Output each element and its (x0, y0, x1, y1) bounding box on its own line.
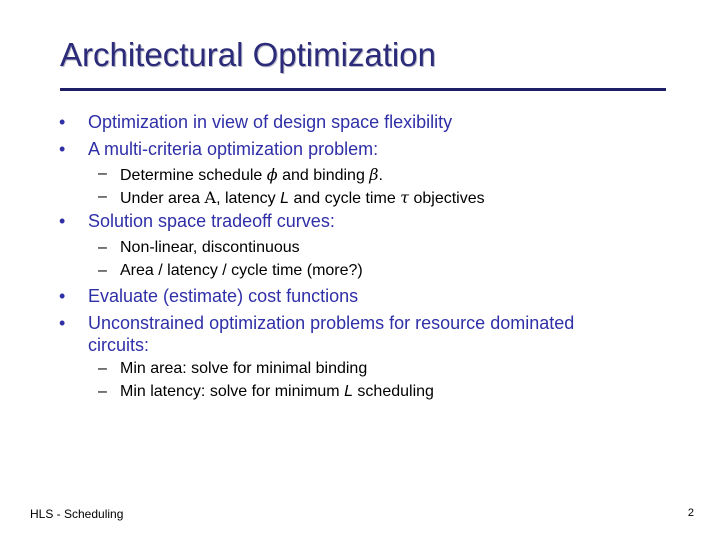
sub-bullet-text: objectives (409, 190, 485, 207)
dash-marker: – (98, 262, 107, 279)
dash-marker: – (98, 239, 107, 256)
sub-bullet-text: Min latency: solve for minimum (120, 383, 345, 400)
sub-bullet-text: Determine schedule (120, 167, 267, 184)
sub-bullet-min-latency (98, 383, 434, 401)
dash-marker: – (98, 360, 107, 377)
bullet-multi-criteria (59, 139, 379, 160)
sub-bullet-min-area (98, 360, 368, 378)
bullet-text: A multi-criteria optimization problem: (88, 139, 379, 159)
bullet-marker: • (59, 112, 66, 132)
bullet-unconstrained (59, 313, 575, 334)
latency-symbol: L (344, 383, 353, 400)
sub-bullet-text: Min area: solve for minimal binding (120, 360, 368, 377)
phi-symbol: ϕ (266, 165, 278, 184)
area-symbol: A (204, 188, 217, 207)
bullet-text: circuits: (88, 335, 150, 355)
sub-bullet-text: and cycle time (289, 190, 401, 207)
bullet-text: Solution space tradeoff curves: (88, 211, 335, 231)
beta-symbol: β (369, 165, 379, 184)
bullet-marker: • (59, 313, 66, 333)
bullet-marker: • (59, 211, 66, 231)
sub-bullet-text: Non-linear, discontinuous (120, 239, 300, 256)
bullet-unconstrained-continued (88, 335, 149, 356)
slide-title: Architectural Optimization (60, 36, 436, 73)
bullet-text: Evaluate (estimate) cost functions (88, 286, 359, 306)
dash-marker: – (98, 165, 107, 182)
footer-course-label: HLS - Scheduling (30, 507, 124, 521)
bullet-cost-functions (59, 286, 359, 307)
sub-bullet-text: , latency (216, 190, 281, 207)
sub-bullet-text: scheduling (352, 383, 434, 400)
bullet-text: Unconstrained optimization problems for resource dominated (88, 313, 575, 333)
bullet-marker: • (59, 139, 66, 159)
bullet-tradeoff-curves (59, 211, 335, 232)
sub-bullet-nonlinear (98, 239, 300, 257)
tau-symbol: τ (400, 188, 410, 207)
sub-bullet-schedule-binding (98, 165, 383, 185)
bullet-marker: • (59, 286, 66, 306)
dash-marker: – (98, 188, 107, 205)
page-number: 2 (687, 507, 694, 519)
sub-bullet-area-latency (98, 262, 363, 280)
title-underline (60, 88, 666, 91)
sub-bullet-text: Under area (120, 190, 205, 207)
dash-marker: – (98, 383, 107, 400)
bullet-design-space (59, 112, 453, 133)
sub-bullet-text: . (378, 167, 383, 184)
sub-bullet-text: and binding (277, 167, 370, 184)
bullet-text: Optimization in view of design space flexibility (88, 112, 453, 132)
sub-bullet-text: Area / latency / cycle time (more?) (120, 262, 363, 279)
sub-bullet-objectives (98, 188, 485, 208)
latency-symbol: L (280, 190, 289, 207)
